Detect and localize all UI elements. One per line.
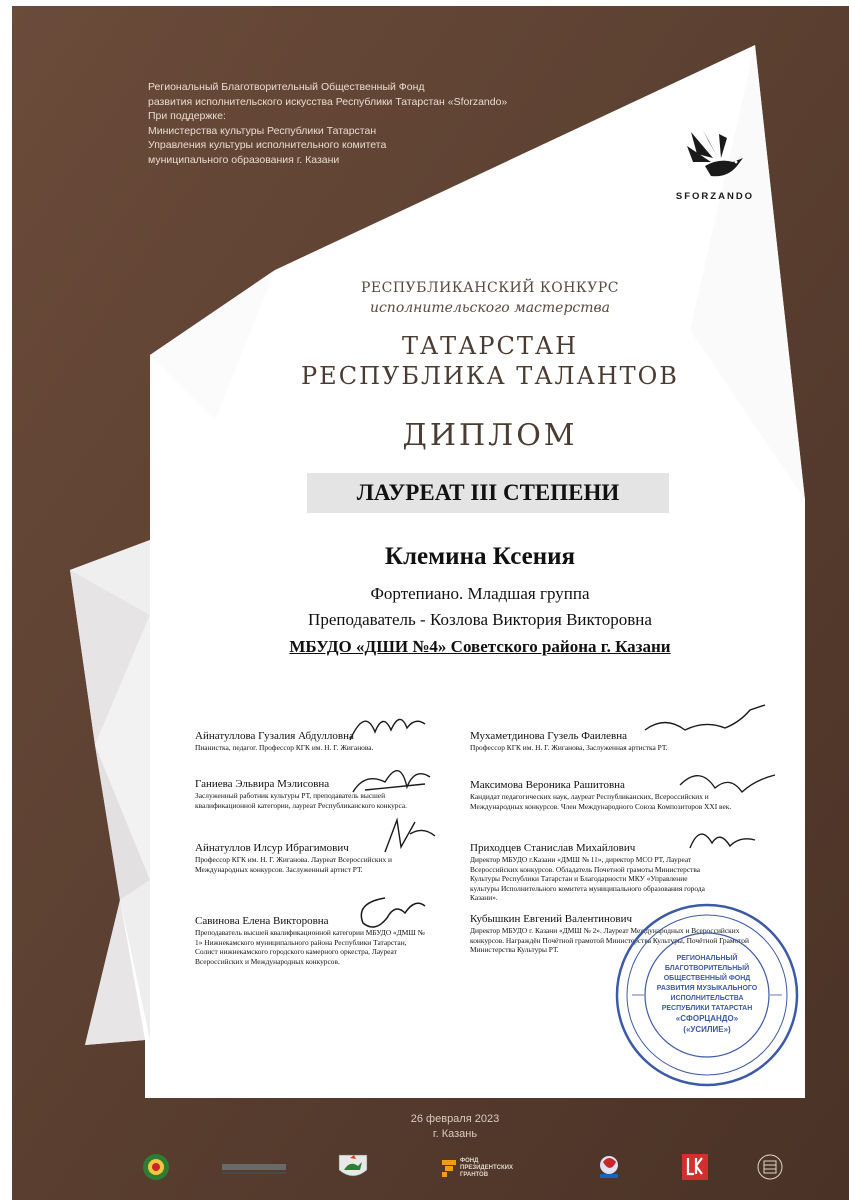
jury-name: Савинова Елена Викторовна — [195, 915, 329, 927]
signature — [345, 888, 430, 938]
org-line: развития исполнительского искусства Республики Татарстан «Sforzando» — [148, 95, 508, 108]
org-line: Министерства культуры Республики Татарстан — [148, 124, 377, 137]
contest-title-2: РЕСПУБЛИКА ТАЛАНТОВ — [301, 362, 679, 390]
stamp-line: РАЗВИТИЯ МУЗЫКАЛЬНОГО — [656, 985, 758, 992]
org-line: муниципального образования г. Казани — [148, 153, 340, 166]
presidential-grants-fund-logo — [440, 1152, 530, 1182]
jury-description: Кандидат педагогических наук, лауреат Республиканских, Всероссийских и Международных конкурсов. Член Международного Союза Композиторов XXI век. — [470, 792, 732, 811]
jury-member — [470, 842, 710, 903]
signature — [375, 812, 445, 862]
signature — [640, 700, 770, 750]
grants-text: ФОНД ПРЕЗИДЕНТСКИХ ГРАНТОВ — [460, 1158, 513, 1178]
jury-description: Профессор КГК им. Н. Г. Жиганова. Лауреат Всероссийских и Международных конкурсов. Заслуженный артист РТ. — [195, 855, 392, 874]
official-stamp — [612, 900, 802, 1090]
footer-date: 26 февраля 2023 — [410, 1113, 500, 1125]
stamp-line: РЕГИОНАЛЬНЫЙ — [676, 955, 738, 962]
stamp-line: ИСПОЛНИТЕЛЬСТВА — [670, 995, 744, 1002]
jury-description: Профессор КГК им. Н. Г. Жиганова, Заслуженная артистка РТ. — [470, 743, 668, 752]
stamp-line: РЕСПУБЛИКИ ТАТАРСТАН — [661, 1005, 753, 1012]
bird-logo-icon — [683, 128, 747, 186]
sforzando-logo — [660, 128, 770, 202]
kazan-emblem-icon — [336, 1152, 370, 1182]
sponsor-logo-2 — [220, 1152, 288, 1182]
recipient-name: Клемина Ксения — [384, 543, 576, 570]
contest-subtitle-2: исполнительского мастерства — [369, 300, 611, 316]
award-badge: ЛАУРЕАТ III СТЕПЕНИ — [307, 473, 669, 513]
jury-name: Ганиева Эльвира Мэлисовна — [195, 778, 330, 790]
sponsor-logo-7 — [752, 1152, 788, 1182]
signature — [345, 702, 430, 747]
jury-member — [195, 730, 475, 753]
stamp-line: («УСИЛИЕ») — [683, 1025, 731, 1034]
signature — [670, 760, 780, 805]
jury-name: Айнатуллова Гузалия Абдулловна — [195, 730, 354, 742]
organization-header — [148, 80, 507, 167]
stamp-line: «СФОРЦАНДО» — [675, 1014, 739, 1023]
sponsor-logo-5 — [594, 1152, 624, 1182]
contest-subtitle: РЕСПУБЛИКАНСКИЙ КОНКУРС — [360, 280, 620, 296]
jury-description: Директор МБУДО г.Казани «ДМШ № 11», директор МСО РТ, Лауреат Всероссийских конкурсов. Обладатель Почетной грамоты Министерства Культуры Республики Татарстан и Благодарности МКУ «Управление культуры Исполнительного комитета муниципального образования города Казани». — [470, 855, 705, 902]
recipient-category: Фортепиано. Младшая группа — [370, 584, 590, 603]
stamp-line: БЛАГОТВОРИТЕЛЬНЫЙ — [664, 965, 750, 972]
footer-date-block — [380, 1112, 530, 1142]
jury-name: Айнатуллов Илсур Ибрагимович — [195, 842, 349, 854]
recipient-school: МБУДО «ДШИ №4» Советского района г. Казани — [289, 637, 671, 656]
grants-icon — [440, 1156, 458, 1178]
stamp-line: ОБЩЕСТВЕННЫЙ ФОНД — [663, 975, 751, 982]
signature — [680, 818, 760, 863]
jury-description: Заслуженный работник культуры РТ, преподаватель высшей квалификационной категории, лауреат Республиканского конкурса. — [195, 791, 407, 810]
signature — [345, 752, 435, 802]
recipient-teacher: Преподаватель - Козлова Виктория Викторовна — [308, 610, 652, 629]
logo-text: SFORZANDO — [675, 191, 755, 202]
org-line: Региональный Благотворительный Общественный Фонд — [148, 81, 425, 93]
jury-name: Приходцев Станислав Михайлович — [470, 842, 636, 854]
tatarstan-emblem-icon — [140, 1152, 172, 1182]
org-line: При поддержке: — [148, 110, 226, 122]
jury-name: Максимова Вероника Рашитовна — [470, 779, 625, 791]
jury-description: Директор МБУДО г. Казани «ДМШ № 2». Лауреат Международных и Всероссийских конкурсов. Награждён Почётной грамотой Министерства Культуры, Почётной Грамотой Министерства Культуры РТ. — [470, 926, 749, 954]
contest-title: ТАТАРСТАН — [402, 332, 578, 360]
diploma-heading: ДИПЛОМ — [402, 418, 578, 453]
jury-name: Кубышкин Евгений Валентинович — [470, 913, 633, 925]
jury-name: Мухаметдинова Гузель Фаилевна — [470, 730, 628, 742]
jury-description: Преподаватель высшей квалификационной категории МБУДО «ДМШ № 1» Нижнекамского муниципального района Республики Татарстан, Солист нижнекамского городского камерного оркестра, Лауреат Всероссийских и Международных конкурсов. — [195, 928, 425, 966]
org-line: Управления культуры исполнительного комитета — [148, 139, 387, 151]
footer-city: г. Казань — [432, 1128, 478, 1140]
jury-description: Пианистка, педагог. Профессор КГК им. Н. Г. Жиганова. — [195, 743, 374, 752]
lukoil-logo — [680, 1152, 710, 1182]
